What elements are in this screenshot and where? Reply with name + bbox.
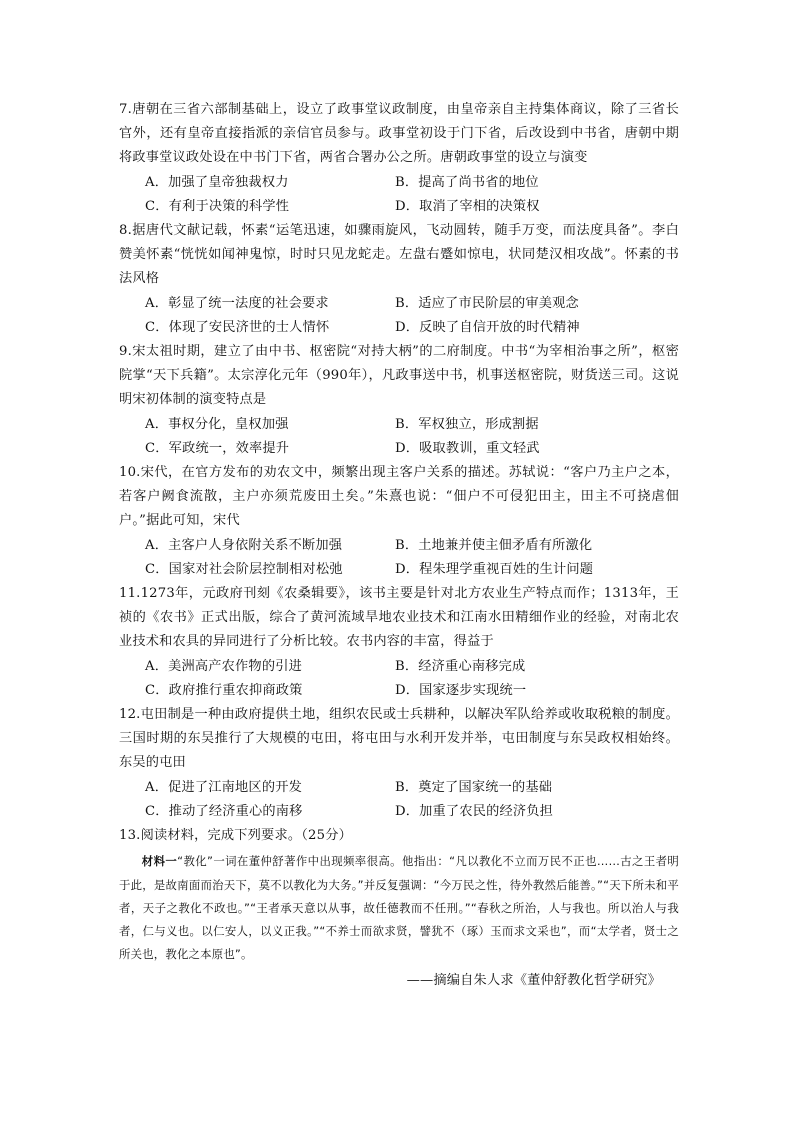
option-b: B．经济重心南移完成	[395, 658, 526, 674]
option-a: A．主客户人身依附关系不断加强	[145, 537, 343, 553]
material-source: ——摘编自朱人求《董仲舒教化哲学研究》	[406, 972, 661, 988]
question-stem: 8.据唐代文献记载，怀素“运笔迅速，如骤雨旋风，飞动圆转，随手万变，而法度具备”。李白赞美怀素“恍恍如闻神鬼惊，时时只见龙蛇走。左盘右蹙如惊电，状同楚汉相攻战”。怀素的书法风格	[119, 223, 679, 287]
option-c: C．有利于决策的科学性	[145, 198, 290, 214]
option-c: C．政府推行重农抑商政策	[145, 682, 303, 698]
question-8	[119, 219, 679, 340]
option-d: D．国家逐步实现统一	[395, 682, 527, 698]
option-c: C．军政统一，效率提升	[145, 440, 290, 456]
question-13	[119, 824, 679, 993]
option-b: B．适应了市民阶层的审美观念	[395, 295, 579, 311]
option-a: A．事权分化，皇权加强	[145, 416, 289, 432]
option-b: B．奠定了国家统一的基础	[395, 779, 553, 795]
option-d: D．取消了宰相的决策权	[395, 198, 540, 214]
question-12	[119, 703, 679, 824]
option-b: B．提高了尚书省的地位	[395, 174, 539, 190]
option-d: D．加重了农民的经济负担	[395, 803, 554, 819]
option-c: C．体现了安民济世的士人情怀	[145, 319, 330, 335]
option-b: B．军权独立，形成割据	[395, 416, 539, 432]
option-a: A．促进了江南地区的开发	[145, 779, 302, 795]
question-stem: 10.宋代，在官方发布的劝农文中，频繁出现主客户关系的描述。苏轼说：“客户乃主户之本，若客户阙食流散，主户亦须荒废田土矣。”朱熹也说：“佃户不可侵犯田主，田主不可挠虐佃户。”据此可知，宋代	[119, 465, 679, 529]
option-grid	[119, 534, 679, 582]
option-grid	[119, 292, 679, 340]
option-b: B．土地兼并使主佃矛盾有所激化	[395, 537, 593, 553]
question-11	[119, 582, 679, 703]
question-stem: 11.1273年，元政府刊刻《农桑辑要》，该书主要是针对北方农业生产特点而作；1313年，王祯的《农书》正式出版，综合了黄河流域旱地农业技术和江南水田精细作业的经验，对南北农业技术和农具的异同进行了分析比较。农书内容的丰富，得益于	[119, 586, 679, 650]
question-stem: 12.屯田制是一种由政府提供土地，组织农民或士兵耕种，以解决军队给养或收取税粮的制度。三国时期的东吴推行了大规模的屯田，将屯田与水利开发并举，屯田制度与东吴政权相始终。东吴的屯田	[119, 707, 679, 771]
option-a: A．加强了皇帝独裁权力	[145, 174, 289, 190]
option-a: A．彰显了统一法度的社会要求	[145, 295, 329, 311]
question-7	[119, 98, 679, 219]
material-label: 材料一	[141, 854, 178, 869]
option-grid	[119, 776, 679, 824]
option-d: D．反映了自信开放的时代精神	[395, 319, 580, 335]
question-stem: 7.唐朝在三省六部制基础上，设立了政事堂议政制度，由皇帝亲自主持集体商议，除了三省长官外，还有皇帝直接指派的亲信官员参与。政事堂初设于门下省，后改设到中书省，唐朝中期将政事堂议政处设在中书门下省，两省合署办公之所。唐朝政事堂的设立与演变	[119, 102, 679, 166]
option-c: C．国家对社会阶层控制相对松弛	[145, 561, 343, 577]
question-10	[119, 461, 679, 582]
option-c: C．推动了经济重心的南移	[145, 803, 303, 819]
question-stem: 13.阅读材料，完成下列要求。（25分）	[119, 828, 352, 844]
material-text: “教化”一词在董仲舒著作中出现频率很高。他指出：“凡以教化不立而万民不正也……古之王者明于此，是故南面而治天下，莫不以教化为大务。”并反复强调：“今万民之性，待外教然后能善。”“天下所未和平者，天子之教化不政也。”“王者承天意以从事，故任德教而不任刑。”“春秋之所治，人与我也。所以治人与我者，仁与义也。以仁安人，以义正我。”“不养士而欲求贤，譬犹不（琢）玉而求文采也”，而“太学者，贤士之所关也，教化之本原也”。	[119, 854, 679, 962]
option-grid	[119, 171, 679, 219]
option-d: D．程朱理学重视百姓的生计问题	[395, 561, 594, 577]
option-a: A．美洲高产农作物的引进	[145, 658, 302, 674]
material-one	[119, 850, 679, 966]
question-stem: 9.宋太祖时期，建立了由中书、枢密院“对持大柄”的二府制度。中书“为宰相治事之所”，枢密院掌“天下兵籍”。太宗淳化元年（990年），凡政事送中书，机事送枢密院，财货送三司。这说明宋初体制的演变特点是	[119, 344, 679, 408]
option-grid	[119, 413, 679, 461]
option-d: D．吸取教训，重文轻武	[395, 440, 540, 456]
option-grid	[119, 655, 679, 703]
exam-content	[119, 98, 679, 993]
question-9	[119, 340, 679, 461]
